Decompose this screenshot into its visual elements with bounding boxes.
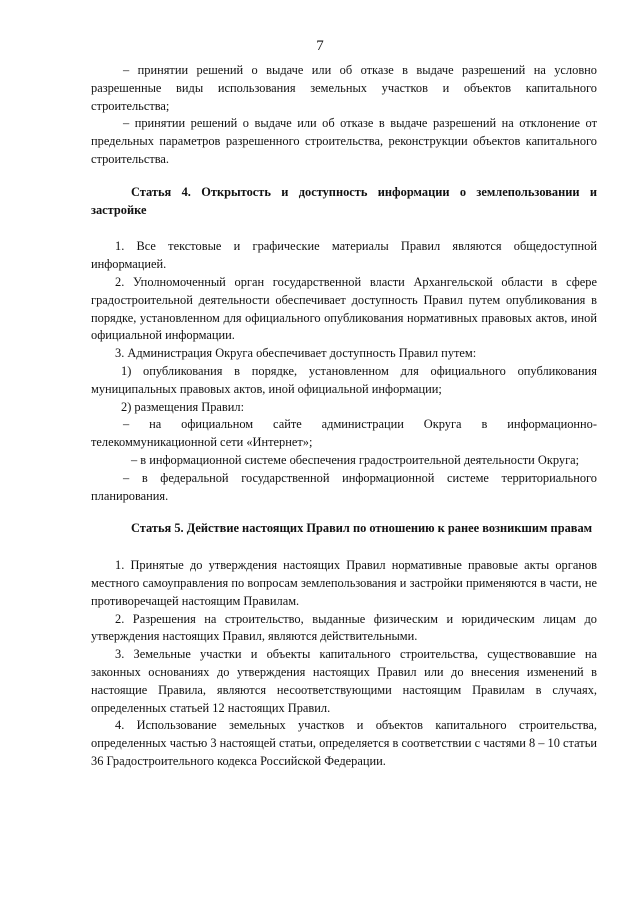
- page-number: 7: [316, 38, 324, 54]
- article-5-paragraph: 2. Разрешения на строительство, выданные физическим и юридическим лицам до утверждения настоящих Правил, являются действительными.: [91, 611, 597, 644]
- article-4-paragraph: 1. Все текстовые и графические материалы Правил являются общедоступной информацией.: [91, 239, 597, 272]
- article-5-paragraph: 3. Земельные участки и объекты капитального строительства, существовавшие на законных основаниях до утверждения настоящих Правил или до внесения изменений в настоящие Правила, являются несоответствующими настоящим Правилам в случаях, определенных статьей 12 настоящих Правил.: [91, 647, 597, 715]
- article-4-paragraph: – в информационной системе обеспечения градостроительной деятельности Округа;: [131, 452, 580, 467]
- article-4-paragraph: – в федеральной государственной информационной системе территориального планирования.: [91, 470, 597, 503]
- document-body: [91, 62, 597, 771]
- article-5-paragraph: 1. Принятые до утверждения настоящих Правил нормативные правовые акты органов местного самоуправления по вопросам землепользования и застройки применяются в части, не противоречащей настоящим Правилам.: [91, 558, 597, 608]
- article-4-heading: Статья 4. Открытость и доступность информации о землепользовании и застройке: [91, 184, 597, 217]
- article-4-paragraph: – на официальном сайте администрации Округа в информационно-телекоммуникационной сети «Интернет»;: [91, 417, 597, 450]
- article-4-paragraph: 2. Уполномоченный орган государственной власти Архангельской области в сфере градостроительной деятельности обеспечивает доступность Правил путем опубликования в порядке, установленном для официального опубликования нормативных правовых актов, иной официальной информации.: [91, 274, 597, 343]
- article-4-paragraph: 2) размещения Правил:: [121, 399, 245, 414]
- intro-item-1: – принятии решений о выдаче или об отказе в выдаче разрешений на условно разрешенные виды использования земельных участков и объектов капитального строительства;: [91, 63, 597, 113]
- article-4-paragraph: 3. Администрация Округа обеспечивает доступность Правил путем:: [115, 346, 477, 361]
- intro-item-2: – принятии решений о выдаче или об отказе в выдаче разрешений на отклонение от предельных параметров разрешенного строительства, реконструкции объектов капитального строительства.: [91, 116, 597, 166]
- article-5-heading: Статья 5. Действие настоящих Правил по отношению к ранее возникшим правам: [131, 521, 593, 536]
- article-5-paragraph: 4. Использование земельных участков и объектов капитального строительства, определенных частью 3 настоящей статьи, определяется в соответствии с частями 8 – 10 статьи 36 Градостроительного кодекса Российской Федерации.: [91, 718, 597, 768]
- article-4-paragraph: 1) опубликования в порядке, установленном для официального опубликования муниципальных правовых актов, иной официальной информации;: [91, 363, 597, 396]
